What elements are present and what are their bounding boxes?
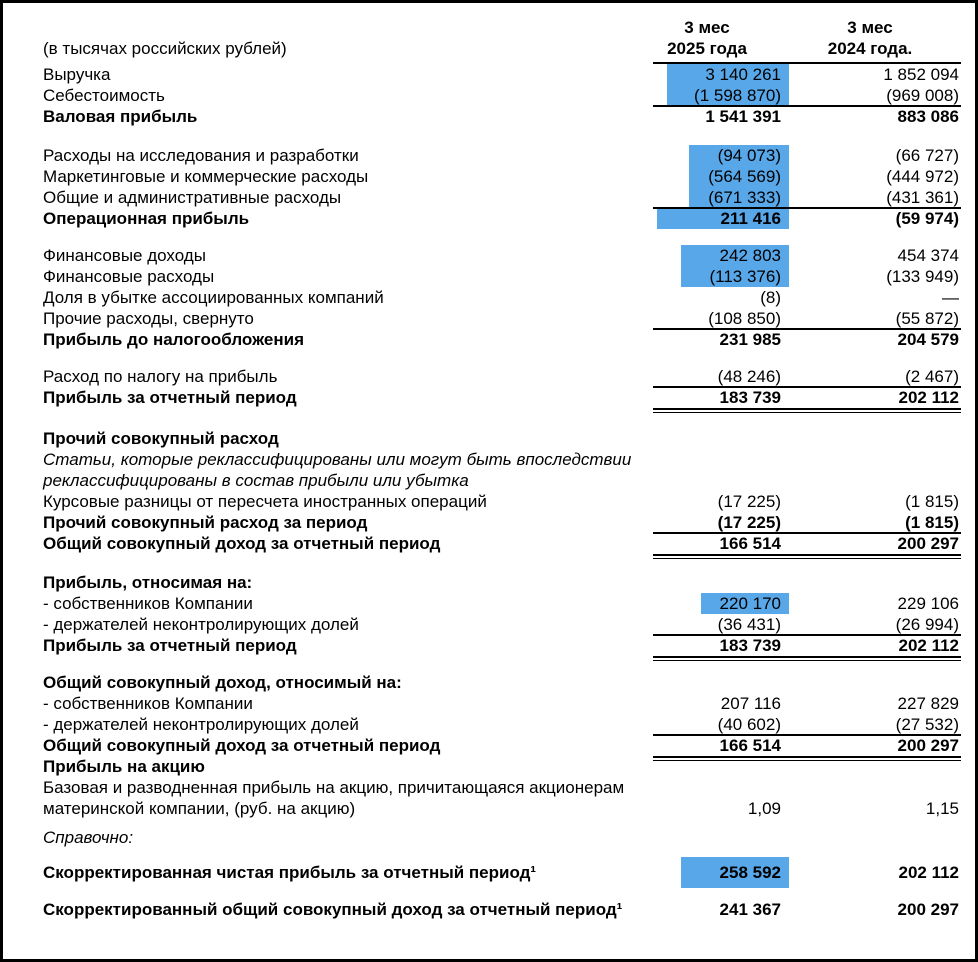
row-label: Расходы на исследования и разработки [43, 146, 359, 165]
column-header-2025-line1: 3 мес [684, 18, 730, 37]
value-2024 [781, 714, 959, 735]
value-2025 [633, 266, 781, 287]
value-text: (59 974) [895, 209, 959, 228]
table-row [43, 512, 959, 533]
column-header-2024-line2: 2024 года. [827, 39, 913, 58]
value-2024 [781, 798, 959, 819]
value-2025 [633, 85, 781, 106]
value-2025 [633, 672, 781, 693]
value-2025 [633, 714, 781, 735]
value-text: 200 297 [897, 534, 959, 553]
row-label: - собственников Компании [43, 594, 253, 613]
row-spacer [43, 819, 959, 827]
value-text: (431 361) [886, 188, 959, 207]
table-row [43, 366, 959, 387]
table-row [43, 827, 959, 848]
value-2025 [633, 512, 781, 533]
value-2024 [781, 470, 959, 491]
value-2024 [781, 245, 959, 266]
value-text: (27 532) [895, 715, 959, 734]
statement-rows [43, 64, 959, 920]
table-row [43, 899, 959, 920]
row-label: материнской компании, (руб. на акцию) [43, 799, 356, 818]
value-2024 [781, 449, 959, 470]
value-2024 [781, 266, 959, 287]
value-text: 231 985 [719, 330, 781, 349]
table-row [43, 756, 959, 777]
value-text: (26 994) [895, 615, 959, 634]
highlighted-value: 3 140 261 [667, 64, 789, 85]
value-2024 [781, 187, 959, 208]
row-label: Финансовые расходы [43, 267, 215, 286]
table-row [43, 106, 959, 127]
value-text: 202 112 [898, 388, 959, 407]
row-label: Себестоимость [43, 86, 165, 105]
table-row [43, 245, 959, 266]
row-label: Доля в убытке ассоциированных компаний [43, 288, 384, 307]
value-2025 [633, 777, 781, 798]
table-row [43, 491, 959, 512]
value-2024 [781, 593, 959, 614]
value-2024 [781, 491, 959, 512]
row-label: Прибыль, относимая на: [43, 573, 253, 592]
value-2025 [633, 187, 781, 208]
value-text: (133 949) [886, 267, 959, 286]
value-2025 [633, 572, 781, 593]
row-label: Прибыль до налогообложения [43, 330, 304, 349]
table-row [43, 593, 959, 614]
value-2024 [781, 862, 959, 883]
value-2025 [633, 862, 781, 883]
row-label: Общий совокупный доход, относимый на: [43, 673, 402, 692]
value-text: 204 579 [897, 330, 959, 349]
value-2025 [633, 899, 781, 920]
value-text: 1,15 [925, 799, 959, 818]
value-2025 [633, 470, 781, 491]
value-2025 [633, 635, 781, 656]
value-text: 183 739 [719, 388, 781, 407]
row-label: Маркетинговые и коммерческие расходы [43, 167, 369, 186]
value-2024 [781, 145, 959, 166]
column-header-2025-line2: 2025 года [667, 39, 747, 58]
value-2025 [633, 693, 781, 714]
value-2024 [781, 387, 959, 408]
value-2025 [633, 593, 781, 614]
row-spacer [43, 229, 959, 245]
value-2025 [633, 533, 781, 554]
highlighted-value: 220 170 [701, 593, 789, 614]
value-2025 [633, 798, 781, 819]
table-row [43, 798, 959, 819]
value-text: 183 739 [719, 636, 781, 655]
table-row [43, 635, 959, 656]
value-2025 [633, 387, 781, 408]
value-text: (1 815) [905, 513, 959, 532]
value-2025 [633, 449, 781, 470]
row-spacer [43, 350, 959, 366]
row-label: Выручка [43, 65, 111, 84]
value-text: 227 829 [897, 694, 959, 713]
value-text: 166 514 [719, 534, 781, 553]
value-2024 [781, 512, 959, 533]
value-text: (17 225) [717, 513, 781, 532]
value-2024 [781, 635, 959, 656]
value-2024 [781, 899, 959, 920]
highlighted-value: 258 592 [681, 857, 789, 888]
row-label: Финансовые доходы [43, 246, 206, 265]
value-2024 [781, 287, 959, 308]
row-label: Прочие расходы, свернуто [43, 309, 254, 328]
value-2024 [781, 308, 959, 329]
row-label: - держателей неконтролирующих долей [43, 615, 359, 634]
value-2024 [781, 533, 959, 554]
table-row [43, 64, 959, 85]
table-row [43, 329, 959, 350]
value-2024 [781, 693, 959, 714]
highlighted-value: (113 376) [681, 266, 789, 287]
row-label: Скорректированный общий совокупный доход за отчетный период¹ [43, 900, 623, 919]
value-text: (17 225) [717, 492, 781, 511]
value-2024 [781, 366, 959, 387]
row-label: реклассифицированы в состав прибыли или убытка [43, 471, 469, 490]
value-2025 [633, 329, 781, 350]
value-text: 1 852 094 [883, 65, 959, 84]
row-label: - держателей неконтролирующих долей [43, 715, 359, 734]
value-text: 229 106 [897, 594, 959, 613]
value-2024 [781, 672, 959, 693]
value-2024 [781, 614, 959, 635]
table-row [43, 572, 959, 593]
value-2024 [781, 208, 959, 229]
value-text: (444 972) [886, 167, 959, 186]
row-label: - собственников Компании [43, 694, 253, 713]
value-text: (40 602) [717, 715, 781, 734]
value-2025 [633, 145, 781, 166]
row-label: Прочий совокупный расход [43, 429, 279, 448]
statement-body [3, 3, 975, 920]
table-row [43, 714, 959, 735]
table-row [43, 533, 959, 554]
row-label: Справочно: [43, 828, 134, 847]
table-row [43, 614, 959, 635]
table-row [43, 145, 959, 166]
units-label: (в тысячах российских рублей) [43, 39, 287, 58]
table-row [43, 862, 959, 883]
value-text: 202 112 [898, 863, 959, 882]
table-row [43, 735, 959, 756]
column-header-2024 [781, 17, 959, 59]
table-header [43, 17, 959, 64]
value-text: — [942, 288, 959, 307]
value-2025 [633, 64, 781, 85]
highlighted-value: (671 333) [689, 187, 789, 208]
row-label: Прибыль за отчетный период [43, 636, 297, 655]
value-text: 883 086 [897, 107, 959, 126]
table-row [43, 428, 959, 449]
value-text: (1 815) [905, 492, 959, 511]
value-2024 [781, 777, 959, 798]
value-2025 [633, 735, 781, 756]
value-2025 [633, 287, 781, 308]
value-2024 [781, 735, 959, 756]
row-label: Расход по налогу на прибыль [43, 367, 278, 386]
value-text: 207 116 [720, 694, 781, 713]
table-row [43, 387, 959, 408]
highlighted-value: (94 073) [689, 145, 789, 166]
value-2025 [633, 166, 781, 187]
value-text: 1,09 [747, 799, 781, 818]
highlighted-value: (564 569) [689, 166, 789, 187]
table-row [43, 166, 959, 187]
value-text: (48 246) [717, 367, 781, 386]
table-row [43, 187, 959, 208]
row-label: Общий совокупный доход за отчетный период [43, 534, 441, 553]
value-text: (55 872) [895, 309, 959, 328]
value-text: 200 297 [897, 900, 959, 919]
row-label: Общий совокупный доход за отчетный период [43, 736, 441, 755]
table-row [43, 777, 959, 798]
highlighted-value: 211 416 [657, 208, 789, 229]
value-2025 [633, 827, 781, 848]
row-label: Общие и административные расходы [43, 188, 342, 207]
table-row [43, 308, 959, 329]
value-2025 [633, 756, 781, 777]
value-text: (36 431) [717, 615, 781, 634]
row-label: Скорректированная чистая прибыль за отчетный период¹ [43, 863, 537, 882]
highlighted-value: (1 598 870) [667, 85, 789, 106]
table-row [43, 672, 959, 693]
value-2024 [781, 329, 959, 350]
value-text: 166 514 [719, 736, 781, 755]
value-text: (108 850) [708, 309, 781, 328]
value-text: 200 297 [897, 736, 959, 755]
table-row [43, 266, 959, 287]
value-2024 [781, 827, 959, 848]
table-row [43, 208, 959, 229]
value-2024 [781, 85, 959, 106]
column-header-2024-line1: 3 мес [847, 18, 893, 37]
row-label: Прибыль на акцию [43, 757, 205, 776]
value-text: (8) [760, 288, 781, 307]
value-2024 [781, 572, 959, 593]
value-text: 454 374 [897, 246, 959, 265]
value-2025 [633, 614, 781, 635]
value-2025 [633, 208, 781, 229]
value-2025 [633, 308, 781, 329]
value-2024 [781, 428, 959, 449]
table-row [43, 85, 959, 106]
value-2025 [633, 491, 781, 512]
value-2024 [781, 106, 959, 127]
row-label: Статьи, которые реклассифицированы или могут быть впоследствии [43, 450, 632, 469]
value-text: 202 112 [898, 636, 959, 655]
value-text: 241 367 [719, 900, 781, 919]
value-2025 [633, 366, 781, 387]
row-spacer [43, 883, 959, 899]
value-text: 1 541 391 [705, 107, 781, 126]
row-label: Прочий совокупный расход за период [43, 513, 368, 532]
row-spacer [43, 127, 959, 145]
value-2024 [781, 166, 959, 187]
highlighted-value: 242 803 [681, 245, 789, 266]
column-header-2025 [633, 17, 781, 59]
row-label: Прибыль за отчетный период [43, 388, 297, 407]
value-2025 [633, 106, 781, 127]
table-row [43, 470, 959, 491]
value-2024 [781, 64, 959, 85]
row-label: Операционная прибыль [43, 209, 250, 228]
table-row [43, 449, 959, 470]
value-text: (969 008) [886, 86, 959, 105]
table-row [43, 693, 959, 714]
value-2024 [781, 756, 959, 777]
table-row [43, 287, 959, 308]
row-label: Валовая прибыль [43, 107, 198, 126]
row-label: Базовая и разводненная прибыль на акцию, причитающаяся акционерам [43, 778, 625, 797]
row-spacer [43, 848, 959, 862]
value-text: (2 467) [905, 367, 959, 386]
value-text: (66 727) [895, 146, 959, 165]
row-label: Курсовые разницы от пересчета иностранных операций [43, 492, 487, 511]
value-2025 [633, 245, 781, 266]
value-2025 [633, 428, 781, 449]
